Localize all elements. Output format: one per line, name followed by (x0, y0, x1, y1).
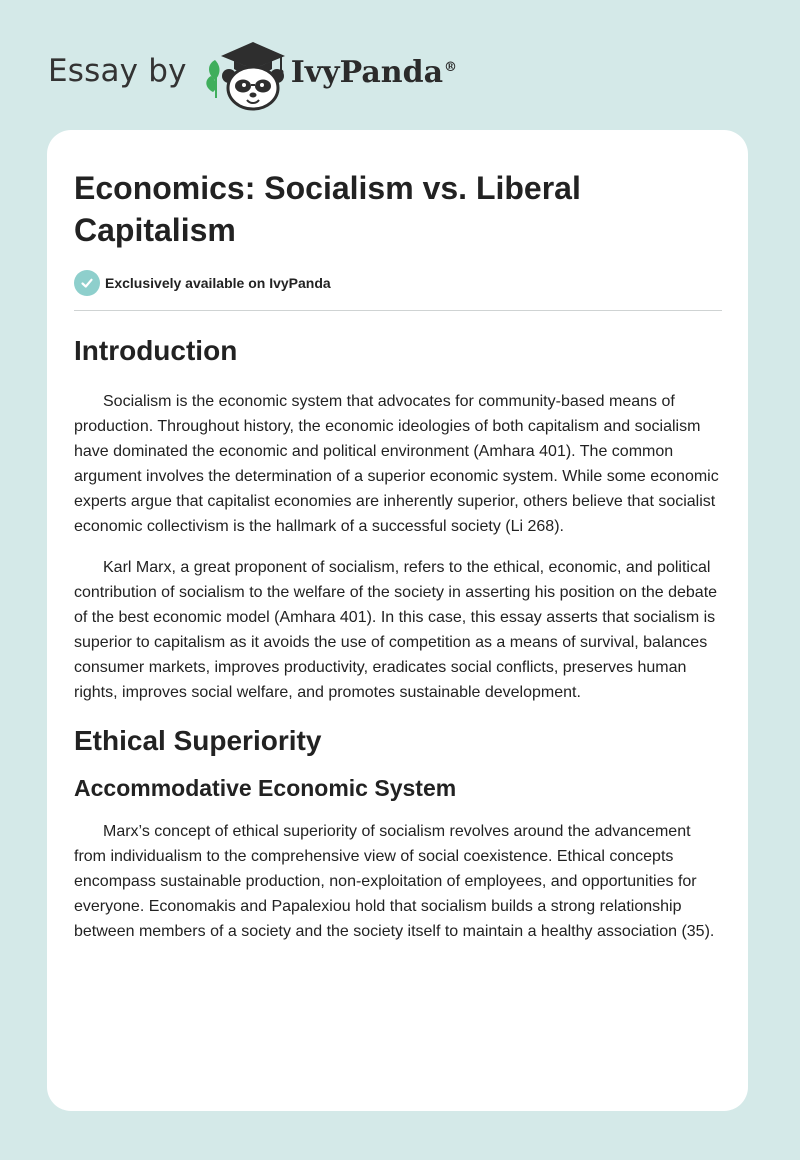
brand-name-text: IvyPanda (290, 54, 444, 90)
paragraph: Socialism is the economic system that advocates for community-based means of production. Throughout history, the economic ideologies of both capitalism and socialism have dominated the economic and political environment (Amhara 401). The common argument involves the determination of a superior economic system. While some economic experts argue that capitalist economies are inherently superior, others believe that socialist economic collectivism is the hallmark of a successful society (Li 268). (74, 393, 719, 535)
brand-name (291, 55, 457, 90)
divider (74, 310, 722, 311)
check-icon (74, 270, 100, 296)
section-heading: Introduction (74, 335, 238, 366)
essay-title: Economics: Socialism vs. Liberal Capitalism (74, 170, 581, 248)
section-subheading: Accommodative Economic System (74, 775, 457, 801)
section-introduction (74, 333, 722, 705)
panda-graduate-icon (201, 36, 287, 112)
section-ethical-superiority (74, 723, 722, 944)
brand-prefix: Essay by (48, 53, 187, 89)
paragraph: Marx’s concept of ethical superiority of socialism revolves around the advancement from individualism to the comprehensive view of social coexistence. Ethical concepts encompass sustainable production, non-exploitation of employees, and opportunities for everyone. Economakis and Papalexiou hold that socialism builds a strong relationship between members of a society and the society itself to maintain a healthy association (35). (74, 823, 715, 940)
site-brand[interactable] (48, 34, 457, 114)
exclusive-badge (74, 269, 722, 297)
registered-mark: ® (444, 59, 458, 75)
section-heading: Ethical Superiority (74, 725, 322, 756)
paragraph: Karl Marx, a great proponent of socialism, refers to the ethical, economic, and political contribution of socialism to the welfare of the society in asserting his position on the debate of the best economic model (Amhara 401). In this case, this essay asserts that socialism is superior to capitalism as it avoids the use of competition as a means of survival, balances consumer markets, improves productivity, eradicates social conflicts, preserves human rights, improves social welfare, and promotes sustainable development. (74, 559, 718, 701)
exclusive-label: Exclusively available on IvyPanda (105, 275, 331, 291)
essay-card (47, 130, 748, 1111)
